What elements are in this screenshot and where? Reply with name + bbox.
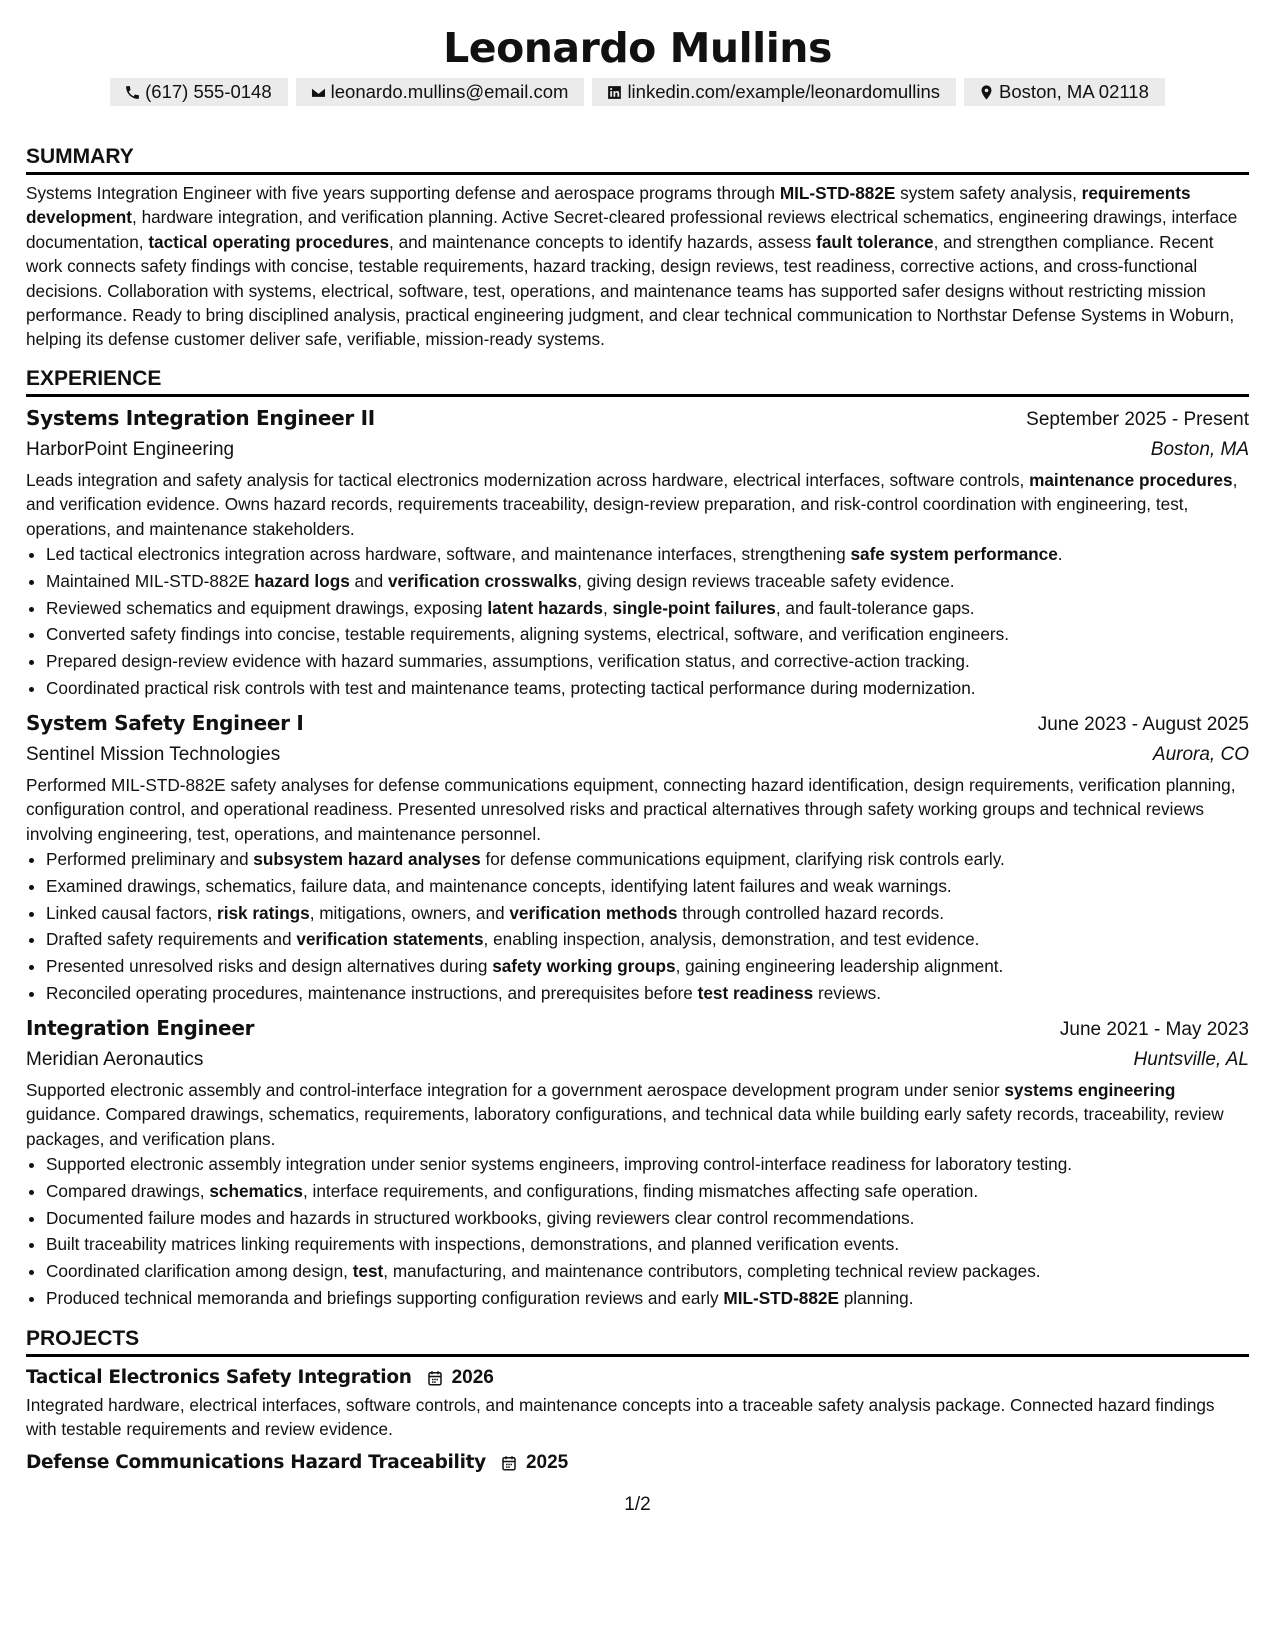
- linkedin-icon: [606, 84, 623, 101]
- job-location: Huntsville, AL: [1133, 1048, 1249, 1070]
- project-entry: [26, 1448, 1249, 1478]
- job-date: September 2025 - Present: [1026, 408, 1249, 430]
- job-company: Meridian Aeronautics: [26, 1048, 204, 1070]
- project-header: [26, 1363, 1249, 1393]
- job-subheader: [26, 435, 1249, 465]
- list-item: • Drafted safety requirements and verification statements, enabling inspection, analysis, demonstration, and test evidence.: [46, 926, 1249, 953]
- job-title: System Safety Engineer I: [26, 710, 304, 735]
- projects-section: [26, 1326, 1249, 1478]
- phone-icon: [124, 84, 141, 101]
- contact-text: leonardo.mullins@email.com: [330, 81, 569, 102]
- job-entry: [26, 708, 1249, 1007]
- calendar-icon: [426, 1369, 444, 1387]
- job-date: June 2021 - May 2023: [1059, 1018, 1249, 1040]
- job-company: Sentinel Mission Technologies: [26, 743, 281, 765]
- contact-text: Boston, MA 02118: [999, 81, 1149, 102]
- project-list: [26, 1363, 1249, 1478]
- contact-linkedin[interactable]: [592, 78, 956, 106]
- job-entry: [26, 1013, 1249, 1312]
- contact-text: linkedin.com/example/leonardomullins: [627, 81, 941, 102]
- project-description: Integrated hardware, electrical interfaces, software controls, and maintenance concepts into a traceable safety analysis package. Connected hazard findings with testable requirements and review evidence.: [26, 1394, 1215, 1440]
- contact-email[interactable]: [296, 78, 585, 106]
- list-item: • Performed preliminary and subsystem hazard analyses for defense communications equipment, clarifying risk controls early.: [46, 846, 1249, 873]
- contact-location: [964, 78, 1165, 106]
- list-item: • Coordinated clarification among design, test, manufacturing, and maintenance contributors, completing technical review packages.: [46, 1258, 1249, 1285]
- section-title: PROJECTS: [26, 1326, 1249, 1357]
- job-header: [26, 403, 1249, 435]
- job-subheader: [26, 740, 1249, 770]
- page-number: 1/2: [624, 1494, 651, 1515]
- job-summary: Performed MIL-STD-882E safety analyses for defense communications equipment, connecting hazard identification, design requirements, verification planning, configuration control, and operational readiness. Presented unresolved risks and practical alternatives through safety working groups and technical reviews involving engineering, test, operations, and maintenance personnel.: [26, 774, 1236, 844]
- list-item: • Documented failure modes and hazards in structured workbooks, giving reviewers clear control recommendations.: [46, 1205, 1249, 1232]
- job-summary: Leads integration and safety analysis for tactical electronics modernization across hardware, electrical interfaces, software controls, maintenance procedures, and verification evidence. Owns hazard records, requirements traceability, design-review preparation, and risk-control coordination with engineering, test, operations, and maintenance stakeholders.: [26, 469, 1238, 539]
- project-header: [26, 1448, 1249, 1478]
- job-list: [26, 403, 1249, 1312]
- job-date: June 2023 - August 2025: [1037, 713, 1249, 735]
- list-item: • Led tactical electronics integration across hardware, software, and maintenance interfaces, strengthening safe system performance.: [46, 541, 1249, 568]
- list-item: • Presented unresolved risks and design alternatives during safety working groups, gaining engineering leadership alignment.: [46, 953, 1249, 980]
- job-title: Integration Engineer: [26, 1015, 255, 1040]
- experience-section: [26, 366, 1249, 1312]
- list-item: • Produced technical memoranda and briefings supporting configuration reviews and early MIL-STD-882E planning.: [46, 1285, 1249, 1312]
- contact-text: (617) 555-0148: [145, 81, 272, 102]
- map-pin-icon: [978, 84, 995, 101]
- section-title: SUMMARY: [26, 144, 1249, 175]
- candidate-name: Leonardo Mullins: [443, 24, 832, 72]
- calendar-icon: [500, 1454, 518, 1472]
- list-item: • Reviewed schematics and equipment drawings, exposing latent hazards, single-point failures, and fault-tolerance gaps.: [46, 595, 1249, 622]
- list-item: • Linked causal factors, risk ratings, mitigations, owners, and verification methods through controlled hazard records.: [46, 900, 1249, 927]
- list-item: • Prepared design-review evidence with hazard summaries, assumptions, verification status, and corrective-action tracking.: [46, 648, 1249, 675]
- list-item: • Maintained MIL-STD-882E hazard logs and verification crosswalks, giving design reviews traceable safety evidence.: [46, 568, 1249, 595]
- list-item: • Reconciled operating procedures, maintenance instructions, and prerequisites before test readiness reviews.: [46, 980, 1249, 1007]
- job-header: [26, 708, 1249, 740]
- summary-text: Systems Integration Engineer with five years supporting defense and aerospace programs through MIL-STD-882E system safety analysis, requirements development, hardware integration, and verification planning. Active Secret-cleared professional reviews electrical schematics, engineering drawings, interface documentation, tactical operating procedures, and maintenance concepts to identify hazards, assess fault tolerance, and strengthen compliance. Recent work connects safety findings with concise, testable requirements, hazard tracking, design reviews, test readiness, corrective actions, and cross-functional decisions. Collaboration with systems, electrical, software, test, operations, and maintenance teams has supported safer designs without restricting mission performance. Ready to bring disciplined analysis, practical engineering judgment, and clear technical communication to Northstar Defense Systems in Woburn, helping its defense customer deliver safe, verifiable, mission-ready systems.: [26, 183, 1238, 350]
- project-title: Defense Communications Hazard Traceability: [26, 1451, 486, 1473]
- job-bullets: [26, 846, 1249, 1007]
- project-entry: [26, 1363, 1249, 1442]
- list-item: • Converted safety findings into concise, testable requirements, aligning systems, electrical, software, and verification engineers.: [46, 621, 1249, 648]
- list-item: • Compared drawings, schematics, interface requirements, and configurations, finding mismatches affecting safe operation.: [46, 1178, 1249, 1205]
- list-item: • Examined drawings, schematics, failure data, and maintenance concepts, identifying latent failures and weak warnings.: [46, 873, 1249, 900]
- job-entry: [26, 403, 1249, 702]
- envelope-icon: [310, 84, 327, 101]
- summary-section: [26, 144, 1249, 352]
- job-location: Aurora, CO: [1152, 743, 1249, 765]
- job-bullets: [26, 1151, 1249, 1312]
- section-title: EXPERIENCE: [26, 366, 1249, 397]
- job-location: Boston, MA: [1150, 438, 1249, 460]
- job-title: Systems Integration Engineer II: [26, 405, 375, 430]
- job-company: HarborPoint Engineering: [26, 438, 235, 460]
- job-bullets: [26, 541, 1249, 702]
- job-header: [26, 1013, 1249, 1045]
- job-subheader: [26, 1045, 1249, 1075]
- project-year: 2025: [525, 1451, 569, 1473]
- project-year: 2026: [451, 1366, 494, 1388]
- list-item: • Coordinated practical risk controls with test and maintenance teams, protecting tactical performance during modernization.: [46, 675, 1249, 702]
- project-title: Tactical Electronics Safety Integration: [26, 1366, 412, 1388]
- list-item: • Built traceability matrices linking requirements with inspections, demonstrations, and planned verification events.: [46, 1231, 1249, 1258]
- list-item: • Supported electronic assembly integration under senior systems engineers, improving control-interface readiness for laboratory testing.: [46, 1151, 1249, 1178]
- contact-bar: [26, 78, 1249, 106]
- contact-phone[interactable]: [110, 78, 288, 106]
- job-summary: Supported electronic assembly and control-interface integration for a government aerospace development program under senior systems engineering guidance. Compared drawings, schematics, requirements, laboratory configurations, and technical data while building early safety records, traceability, review packages, and verification plans.: [26, 1079, 1224, 1149]
